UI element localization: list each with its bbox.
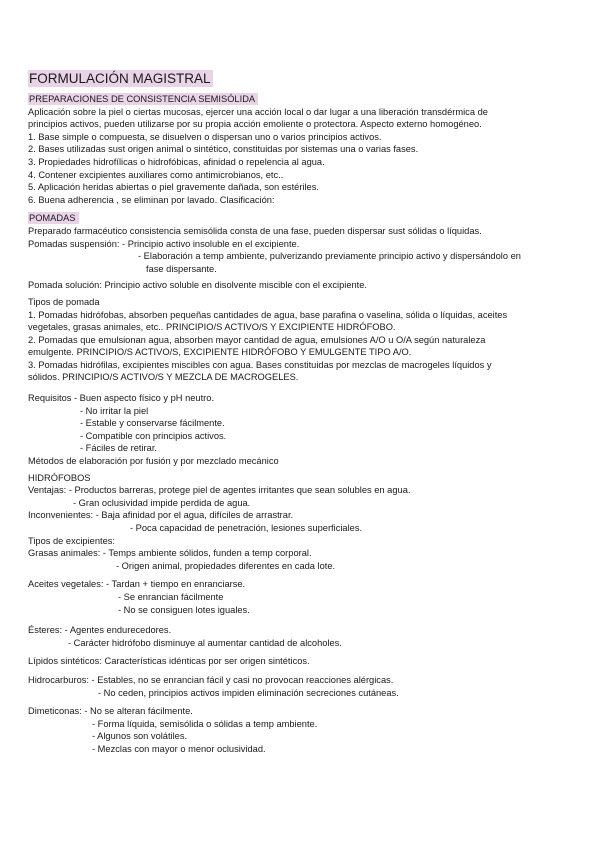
dimeticonas-line-1: Dimeticonas: - No se alteran fácilmente.: [28, 706, 193, 717]
property-item-2: 2. Bases utilizadas sust origen animal o sintético, constituidas por sistemas una o varias fases.: [28, 144, 419, 155]
tipo-2-line-1: 2. Pomadas que emulsionan agua, absorben mayor cantidad de agua, emulsiones A/O u O/A según naturaleza: [28, 334, 486, 345]
property-item-4: 4. Contener excipientes auxiliares como antimicrobianos, etc..: [28, 169, 284, 180]
inconvenientes-line-1: Inconvenientes: - Baja afinidad por el agua, difíciles de arrastrar.: [28, 510, 294, 521]
hidrocarburos-line-2: - No ceden, principios activos impiden eliminación secreciones cutáneas.: [98, 687, 399, 698]
suspension-line-3: fase dispersante.: [146, 263, 217, 274]
aceites-line-3: - No se consiguen lotes iguales.: [118, 604, 250, 615]
esteres-line-1: Ésteres: - Agentes endurecedores.: [28, 625, 172, 636]
requisitos-line-4: - Compatible con principios activos.: [80, 430, 227, 441]
aceites-line-2: - Se enrancian fácilmente: [118, 591, 224, 602]
ventajas-line-2: - Gran oclusividad impide perdida de agua.: [73, 497, 251, 508]
metodos-line: Métodos de elaboración por fusión y por mezclado mecánico: [28, 456, 279, 467]
requisitos-line-5: - Fáciles de retirar.: [80, 443, 157, 454]
grasas-line-1: Grasas animales: - Temps ambiente sólidos, funden a temp corporal.: [28, 548, 312, 559]
inconvenientes-line-2: - Poca capacidad de penetración, lesiones superficiales.: [130, 523, 363, 533]
grasas-line-2: - Origen animal, propiedades diferentes en cada lote.: [116, 560, 336, 571]
property-item-5: 5. Aplicación heridas abiertas o piel gravemente dañada, son estériles.: [28, 182, 319, 193]
requisitos-line-3: - Estable y conservarse fácilmente.: [80, 418, 225, 429]
lipidos-line: Lípidos sintéticos: Características idénticas por ser origen sintéticos.: [28, 656, 310, 667]
tipos-excipientes-heading: Tipos de excipientes:: [28, 535, 115, 546]
document-page: [28, 70, 573, 756]
dimeticonas-line-2: - Forma líquida, semisólida o sólidas a temp ambiente.: [92, 718, 318, 729]
tipo-2-line-2: emulgente. PRINCIPIO/S ACTIVO/S, EXCIPIENTE HIDRÓFOBO Y EMULGENTE TIPO A/O.: [28, 347, 412, 358]
suspension-line-2: - Elaboración a temp ambiente, pulverizando previamente principio activo y dispersándolo en: [138, 251, 521, 262]
dimeticonas-line-4: - Mezclas con mayor o menor oclusividad.: [92, 743, 266, 754]
intro-line-1: Aplicación sobre la piel o ciertas mucosas, ejercer una acción local o dar lugar a una liberación transdérmica de: [28, 106, 488, 117]
dimeticonas-line-3: - Algunos son volátiles.: [92, 731, 188, 742]
document-title: FORMULACIÓN MAGISTRAL: [29, 71, 211, 86]
property-item-1: 1. Base simple o compuesta, se disuelven o dispersan uno o varios principios activos.: [28, 131, 382, 142]
tipos-pomada-heading: Tipos de pomada: [28, 296, 100, 307]
section-heading-semisolidas: PREPARACIONES DE CONSISTENCIA SEMISÓLIDA: [28, 93, 258, 105]
hidrofobos-heading: HIDRÓFOBOS: [28, 472, 91, 483]
pomadas-definition: Preparado farmacéutico consistencia semisólida consta de una fase, pueden dispersar sust sólidas o líquidas.: [28, 225, 482, 236]
intro-line-2: principios activos, pueden utilizarse por su propia acción emoliente o protectora. Aspecto externo homogéneo.: [28, 119, 482, 130]
ventajas-line-1: Ventajas: - Productos barreras, protege piel de agentes irritantes que sean solubles en agua.: [28, 485, 411, 496]
section-heading-pomadas: POMADAS: [28, 212, 79, 224]
tipo-1-line-2: vegetales, grasas animales, etc.. PRINCIPIO/S ACTIVO/S Y EXCIPIENTE HIDRÓFOBO.: [28, 322, 396, 333]
property-item-6: 6. Buena adherencia , se eliminan por lavado. Clasificación:: [28, 194, 275, 205]
esteres-line-2: - Carácter hidrófobo disminuye al aumentar cantidad de alcoholes.: [68, 637, 342, 648]
hidrocarburos-line-1: Hidrocarburos: - Estables, no se enrancian fácil y casi no provocan reacciones alérgicas.: [28, 674, 394, 685]
tipo-3-line-2: sólidos. PRINCIPIO/S ACTIVO/S Y MEZCLA DE MACROGELES.: [28, 372, 299, 383]
tipo-3-line-1: 3. Pomadas hidrófilas, excipientes miscibles con agua. Bases constituidas por mezclas de macrogeles líquidos y: [28, 359, 492, 370]
requisitos-line-2: - No irritar la piel: [80, 405, 149, 416]
property-item-3: 3. Propiedades hidrofílicas o hidrofóbicas, afinidad o repelencia al agua.: [28, 156, 325, 167]
suspension-line-1: Pomadas suspensión: - Principio activo insoluble en el excipiente.: [28, 238, 300, 249]
solucion-line: Pomada solución: Principio activo soluble en disolvente miscible con el excipiente.: [28, 280, 368, 291]
requisitos-line-1: Requisitos - Buen aspecto físico y pH neutro.: [28, 393, 215, 404]
tipo-1-line-1: 1. Pomadas hidrófobas, absorben pequeñas cantidades de agua, base parafina o vaselina, sólida o líquidas, aceites: [28, 309, 508, 320]
aceites-line-1: Aceites vegetales: - Tardan + tiempo en enranciarse.: [28, 579, 246, 590]
